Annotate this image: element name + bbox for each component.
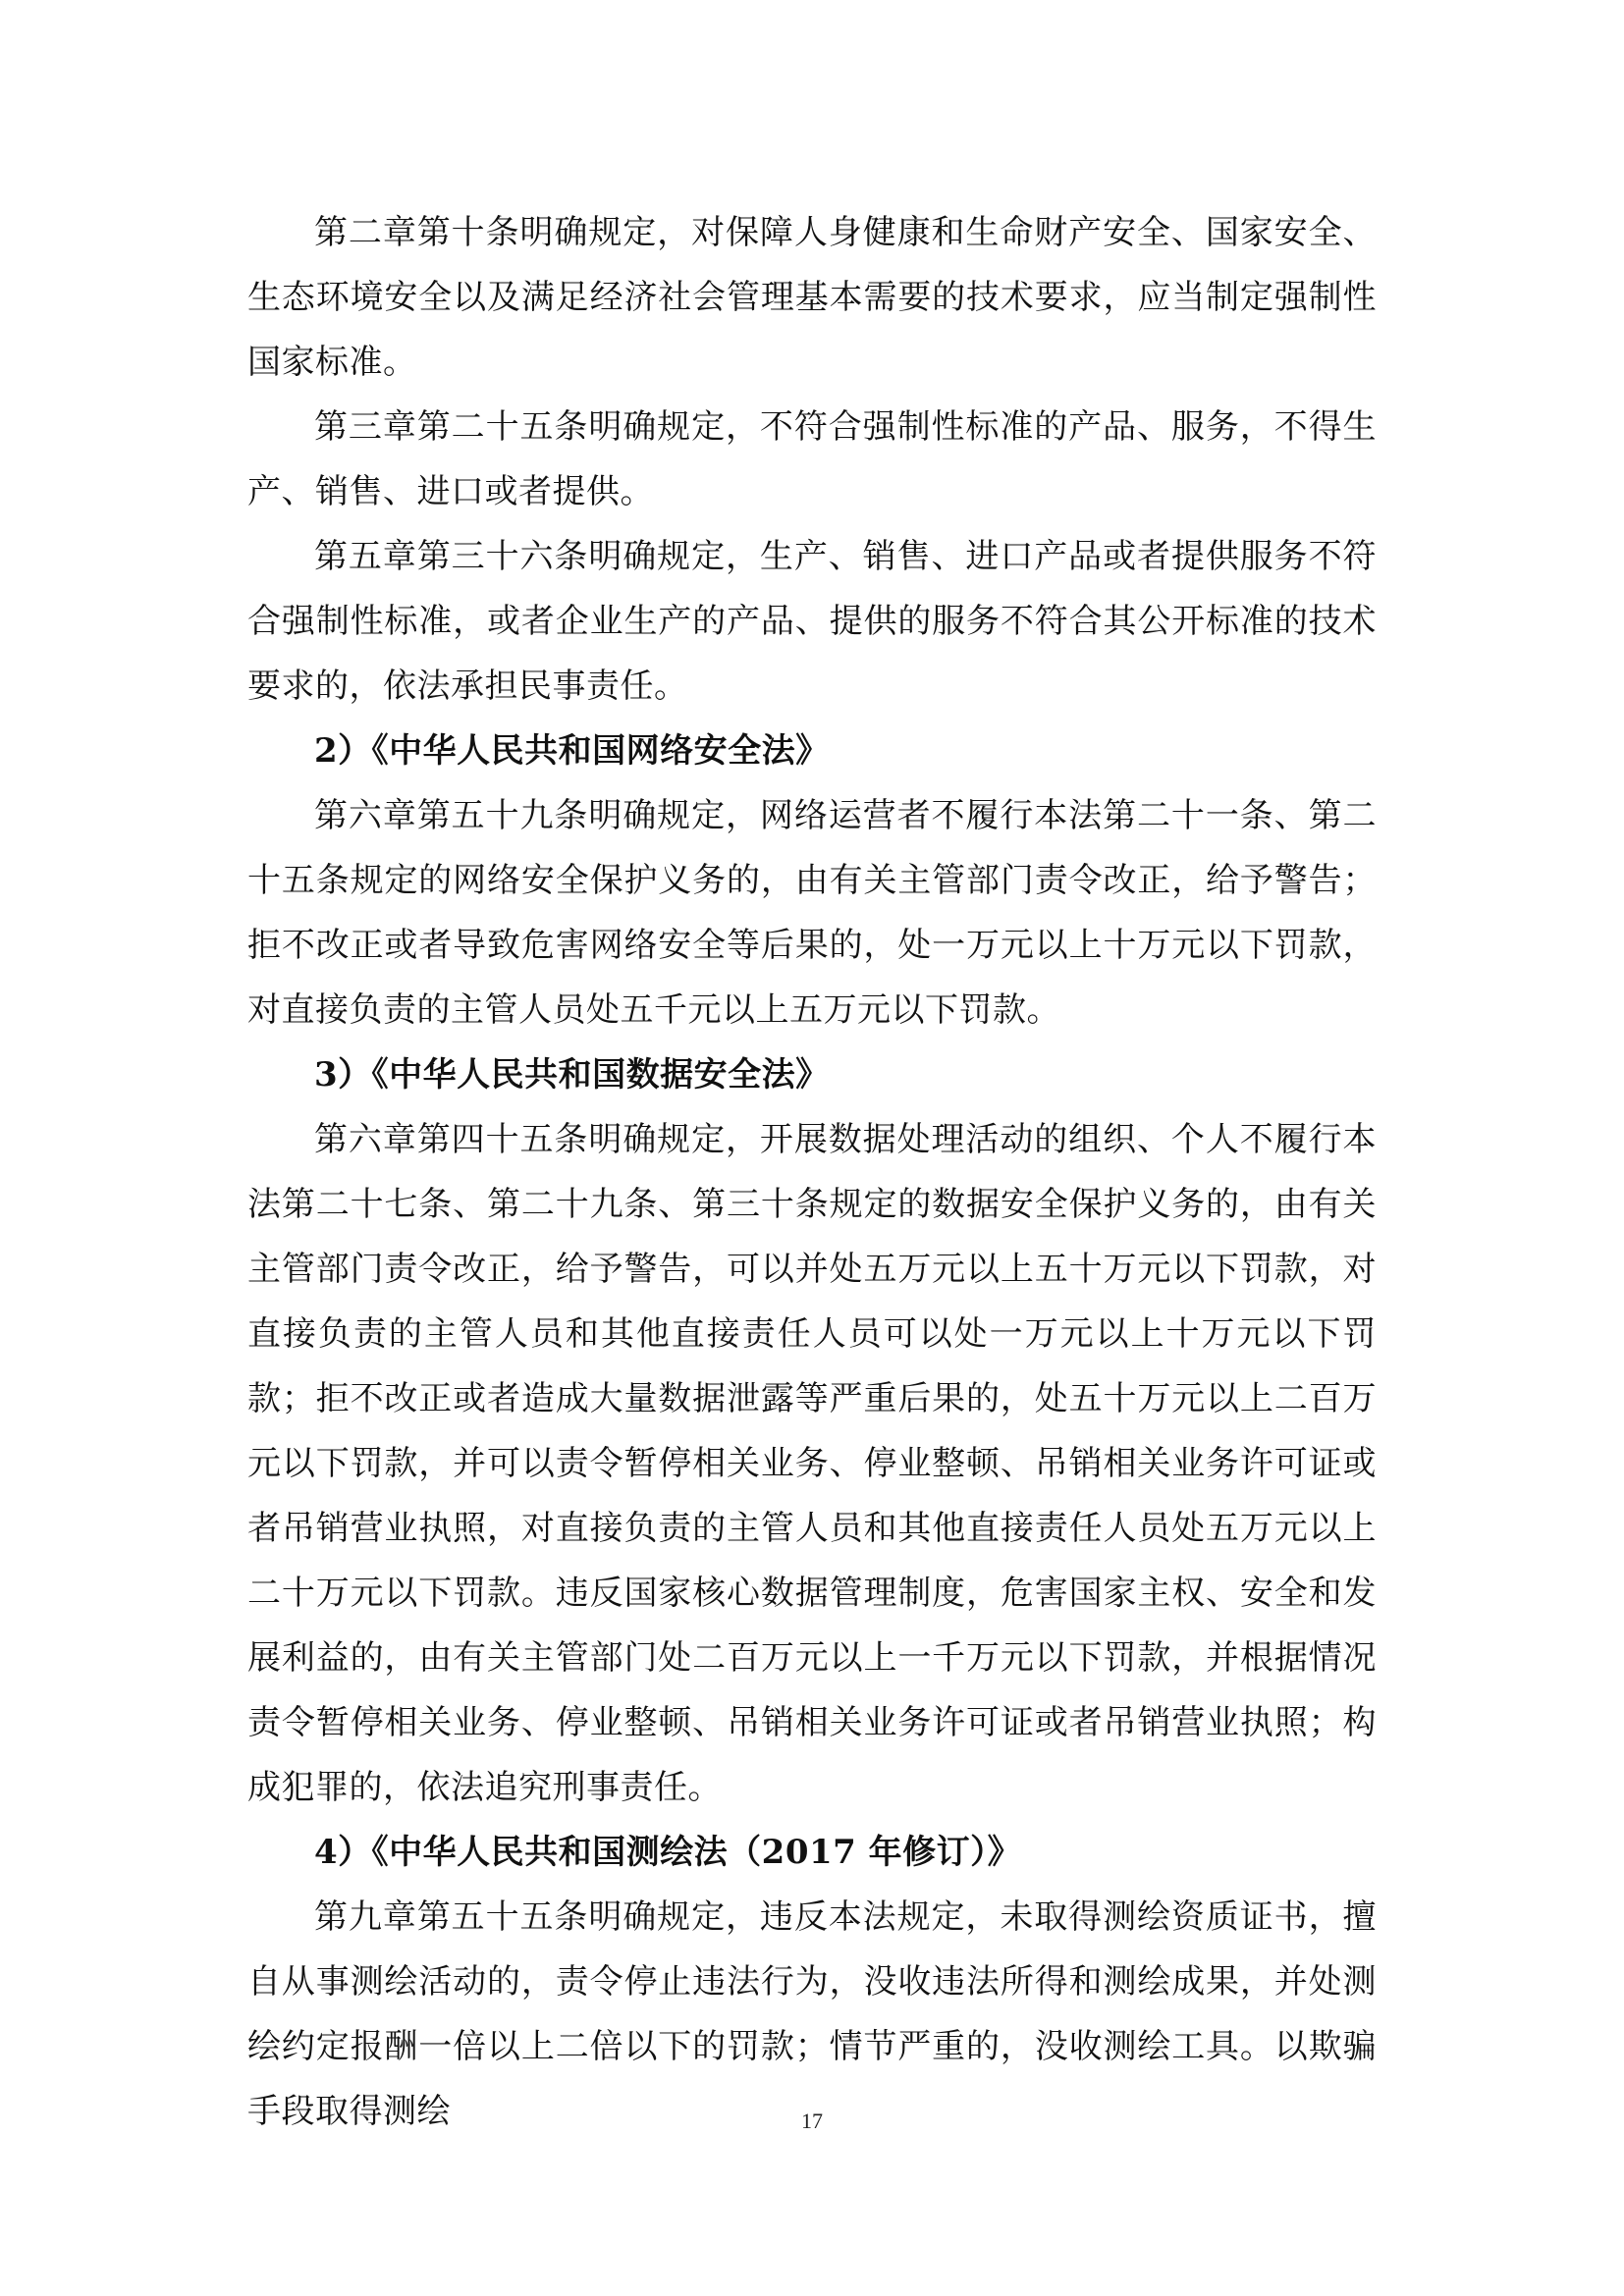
heading-data-security-law: 3）《中华人民共和国数据安全法》	[314, 1055, 830, 1095]
heading-surveying-law: 4）《中华人民共和国测绘法（2017 年修订）》	[314, 1833, 1022, 1872]
paragraph-standardization-article-36: 第五章第三十六条明确规定，生产、销售、进口产品或者提供服务不符合强制性标准，或者企业生产的产品、提供的服务不符合其公开标准的技术要求的，依法承担民事责任。	[247, 537, 1377, 706]
page-number: 17	[801, 2109, 823, 2133]
paragraph-standardization-article-25: 第三章第二十五条明确规定，不符合强制性标准的产品、服务，不得生产、销售、进口或者提供。	[247, 407, 1377, 511]
paragraph-surveying-article-55: 第九章第五十五条明确规定，违反本法规定，未取得测绘资质证书，擅自从事测绘活动的，责令停止违法行为，没收违法所得和测绘成果，并处测绘约定报酬一倍以上二倍以下的罚款；情节严重的，没收测绘工具。以欺骗手段取得测绘	[247, 1897, 1377, 2131]
document-body	[247, 200, 1377, 2144]
paragraph-data-security-article-45: 第六章第四十五条明确规定，开展数据处理活动的组织、个人不履行本法第二十七条、第二十九条、第三十条规定的数据安全保护义务的，由有关主管部门责令改正，给予警告，可以并处五万元以上五十万元以下罚款，对直接负责的主管人员和其他直接责任人员可以处一万元以上十万元以下罚款；拒不改正或者造成大量数据泄露等严重后果的，处五十万元以上二百万元以下罚款，并可以责令暂停相关业务、停业整顿、吊销相关业务许可证或者吊销营业执照，对直接负责的主管人员和其他直接责任人员处五万元以上二十万元以下罚款。违反国家核心数据管理制度，危害国家主权、安全和发展利益的，由有关主管部门处二百万元以上一千万元以下罚款，并根据情况责令暂停相关业务、停业整顿、吊销相关业务许可证或者吊销营业执照；构成犯罪的，依法追究刑事责任。	[247, 1120, 1377, 1807]
heading-cybersecurity-law: 2）《中华人民共和国网络安全法》	[314, 731, 830, 771]
paragraph-cybersecurity-article-59: 第六章第五十九条明确规定，网络运营者不履行本法第二十一条、第二十五条规定的网络安全保护义务的，由有关主管部门责令改正，给予警告；拒不改正或者导致危害网络安全等后果的，处一万元以上十万元以下罚款，对直接负责的主管人员处五千元以上五万元以下罚款。	[247, 796, 1377, 1030]
paragraph-standardization-article-10: 第二章第十条明确规定，对保障人身健康和生命财产安全、国家安全、生态环境安全以及满足经济社会管理基本需要的技术要求，应当制定强制性国家标准。	[247, 213, 1377, 382]
